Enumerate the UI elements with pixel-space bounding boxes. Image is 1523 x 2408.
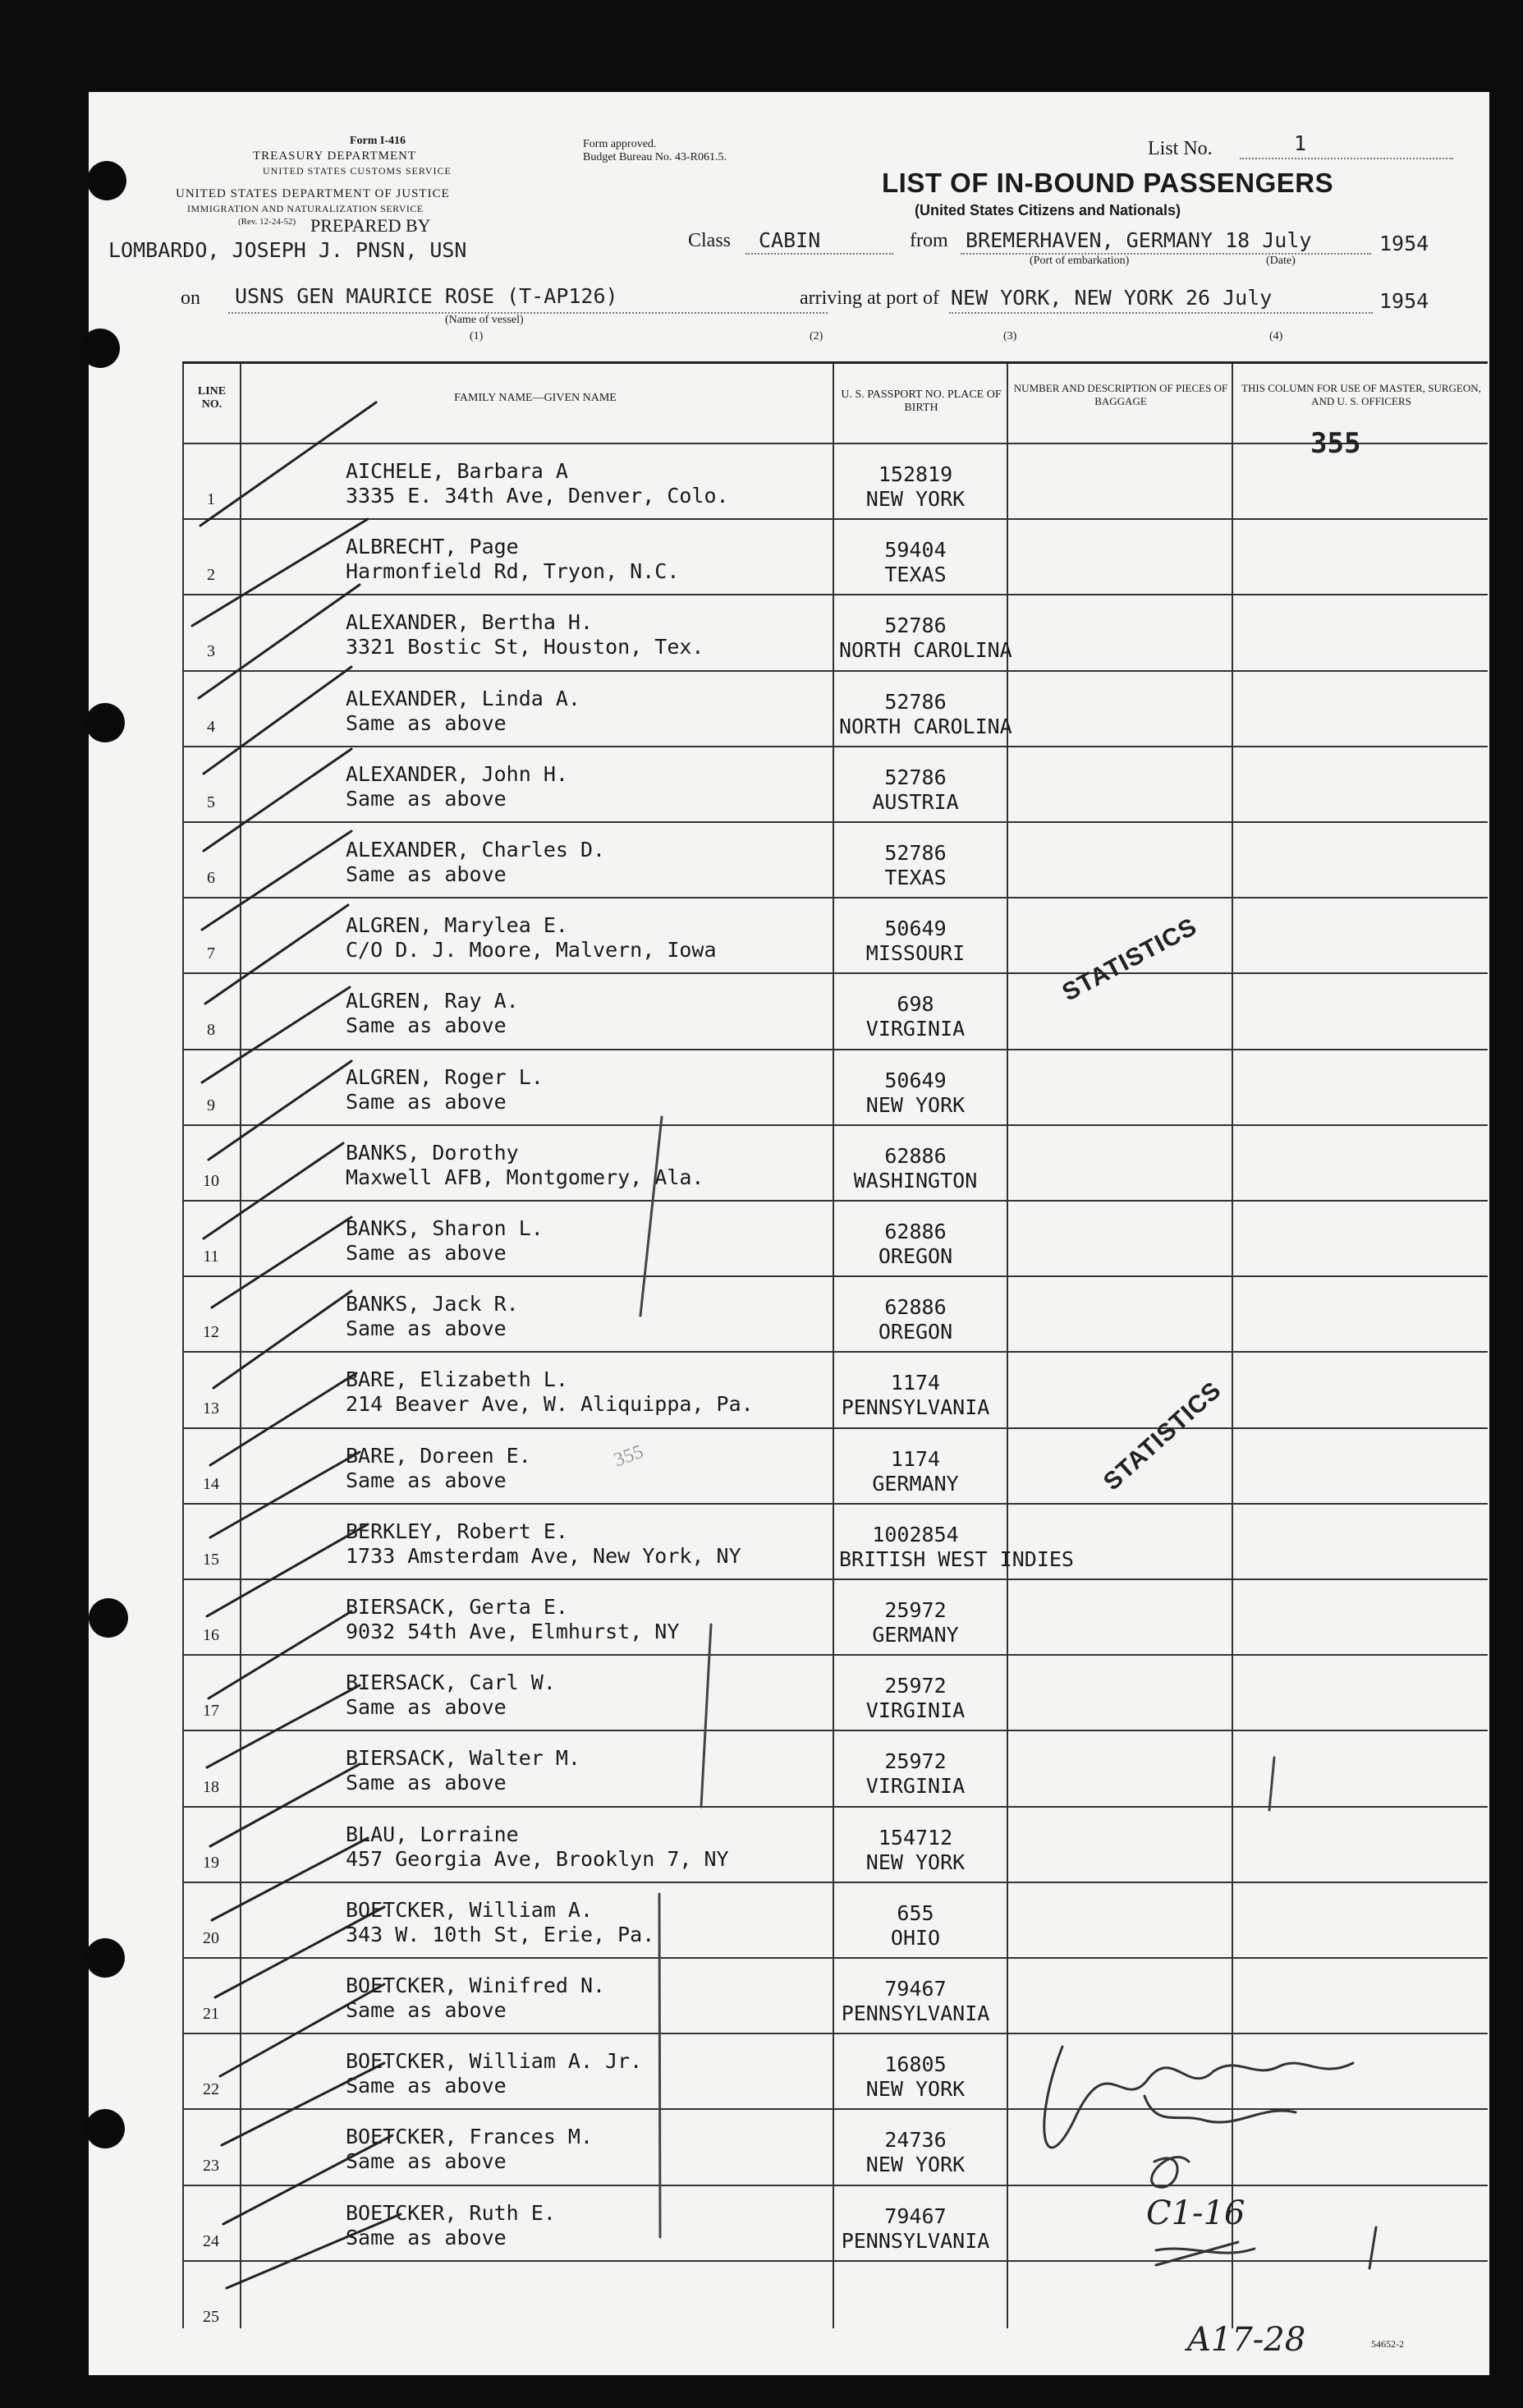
passenger-address: Maxwell AFB, Montgomery, Ala. xyxy=(346,1165,704,1189)
passport-number: 154712 xyxy=(878,1825,953,1850)
passenger-name: BIERSACK, Gerta E. xyxy=(346,1595,568,1619)
passport-number: 1174 xyxy=(890,1446,941,1471)
place-of-birth: AUSTRIA xyxy=(872,789,959,814)
from-label: from xyxy=(910,230,948,251)
binder-hole-4 xyxy=(89,1598,128,1638)
col-caption-2: (2) xyxy=(810,330,823,342)
col-caption-3: (3) xyxy=(1003,330,1017,342)
passenger-name: ALEXANDER, Charles D. xyxy=(346,838,606,862)
class-label: Class xyxy=(688,230,732,251)
binder-hole-2 xyxy=(80,329,120,368)
passenger-address: Same as above xyxy=(346,1468,507,1492)
line-number: 20 xyxy=(203,1928,219,1947)
col-header-officers: THIS COLUMN FOR USE OF MASTER, SURGEON, AND U. S. OFFICERS xyxy=(1241,382,1481,407)
passport-number: 25972 xyxy=(884,1749,947,1774)
on-label: on xyxy=(181,287,200,309)
place-of-birth: NEW YORK xyxy=(865,487,966,511)
line-number: 8 xyxy=(207,1020,215,1039)
passenger-address: 9032 54th Ave, Elmhurst, NY xyxy=(346,1620,680,1643)
list-no-value: 1 xyxy=(1294,131,1307,155)
from-value: BREMERHAVEN, GERMANY 18 July xyxy=(966,228,1312,252)
passenger-name: ALBRECHT, Page xyxy=(346,535,519,559)
binder-hole-5 xyxy=(85,1938,125,1978)
vessel-caption: (Name of vessel) xyxy=(445,314,524,326)
place-of-birth: VIRGINIA xyxy=(865,1698,966,1723)
handwritten-note-c: C1-16 xyxy=(1146,2194,1245,2232)
passenger-name: ALEXANDER, Bertha H. xyxy=(346,610,594,635)
line-number: 9 xyxy=(207,1096,215,1114)
passport-number: 62886 xyxy=(884,1143,947,1168)
place-of-birth: PENNSYLVANIA xyxy=(841,2228,990,2253)
passenger-address: Same as above xyxy=(346,2074,507,2098)
line-number: 2 xyxy=(207,566,215,585)
col-header-name: FAMILY NAME—GIVEN NAME xyxy=(454,392,617,404)
line-number: 3 xyxy=(207,641,215,660)
passenger-address: 3321 Bostic St, Houston, Tex. xyxy=(346,635,704,659)
line-number: 14 xyxy=(203,1474,219,1493)
place-of-birth: VIRGINIA xyxy=(865,1017,966,1041)
passenger-name: ALGREN, Marylea E. xyxy=(346,913,568,938)
place-of-birth: MISSOURI xyxy=(865,941,966,966)
passenger-name: ALEXANDER, John H. xyxy=(346,761,568,786)
passenger-address: Same as above xyxy=(346,786,507,811)
passport-number: 52786 xyxy=(884,841,947,865)
vessel-name: USNS GEN MAURICE ROSE (T-AP126) xyxy=(235,284,618,308)
form-justice: UNITED STATES DEPARTMENT OF JUSTICE xyxy=(176,187,450,200)
passenger-address: 3335 E. 34th Ave, Denver, Colo. xyxy=(346,484,729,508)
line-number: 18 xyxy=(203,1777,219,1796)
passenger-address: Same as above xyxy=(346,1771,507,1795)
passenger-name: AICHELE, Barbara A xyxy=(346,459,568,483)
faint-pencil-note: 355 xyxy=(611,1441,647,1472)
passport-number: 1174 xyxy=(890,1371,941,1395)
passenger-address: Same as above xyxy=(346,710,507,735)
passenger-name: BOETCKER, William A. Jr. xyxy=(346,2049,643,2074)
place-of-birth: TEXAS xyxy=(884,866,947,889)
form-number: Form I-416 xyxy=(350,135,406,147)
place-of-birth: NEW YORK xyxy=(865,2077,966,2102)
passenger-name: ALGREN, Roger L. xyxy=(346,1064,544,1089)
passenger-address: Same as above xyxy=(346,1317,507,1341)
col-caption-1: (1) xyxy=(470,330,484,342)
port-embark-caption: (Port of embarkation) xyxy=(1030,255,1130,267)
form-approved: Form approved. xyxy=(583,138,657,150)
passenger-address: Same as above xyxy=(346,1241,507,1265)
passenger-name: ALEXANDER, Linda A. xyxy=(346,686,580,710)
place-of-birth: PENNSYLVANIA xyxy=(841,1395,990,1420)
form-ins: IMMIGRATION AND NATURALIZATION SERVICE xyxy=(187,203,424,214)
footer-code: 54652-2 xyxy=(1371,2338,1404,2350)
arrival-port: NEW YORK, NEW YORK 26 July xyxy=(951,286,1273,310)
passenger-name: BOETCKER, William A. xyxy=(346,1897,594,1922)
passenger-name: BOETCKER, Ruth E. xyxy=(346,2200,556,2225)
passenger-name: BANKS, Jack R. xyxy=(346,1292,519,1317)
passport-number: 698 xyxy=(897,992,934,1017)
class-value: CABIN xyxy=(759,228,821,252)
arriving-label: arriving at port of xyxy=(800,287,939,309)
budget-bureau: Budget Bureau No. 43-R061.5. xyxy=(583,151,727,163)
page-title: LIST OF IN-BOUND PASSENGERS xyxy=(882,168,1334,198)
place-of-birth: NEW YORK xyxy=(865,1092,966,1117)
place-of-birth: NORTH CAROLINA xyxy=(839,714,1012,738)
passenger-name: BARE, Doreen E. xyxy=(346,1443,531,1468)
place-of-birth: OREGON xyxy=(878,1320,953,1344)
line-number: 6 xyxy=(207,869,215,888)
statistics-stamp-2: STATISTICS xyxy=(1098,1376,1227,1496)
passport-number: 50649 xyxy=(884,1068,947,1092)
line-number: 21 xyxy=(203,2005,219,2024)
passenger-name: BIERSACK, Carl W. xyxy=(346,1670,556,1695)
line-number: 7 xyxy=(207,944,215,963)
place-of-birth: PENNSYLVANIA xyxy=(841,2001,990,2025)
place-of-birth: OHIO xyxy=(890,1925,941,1950)
list-no-label: List No. xyxy=(1148,138,1213,159)
passenger-address: 343 W. 10th St, Erie, Pa. xyxy=(346,1922,655,1946)
place-of-birth: GERMANY xyxy=(872,1471,959,1496)
col-header-baggage: NUMBER AND DESCRIPTION OF PIECES OF BAGGAGE xyxy=(1013,382,1228,407)
line-number: 22 xyxy=(203,2080,219,2099)
passport-number: 62886 xyxy=(884,1295,947,1320)
passenger-address: Same as above xyxy=(346,1695,507,1720)
binder-hole-3 xyxy=(85,703,125,742)
passenger-count: 355 xyxy=(1310,427,1361,460)
place-of-birth: OREGON xyxy=(878,1244,953,1268)
passenger-address: Same as above xyxy=(346,1089,507,1114)
passenger-address: 214 Beaver Ave, W. Aliquippa, Pa. xyxy=(346,1392,754,1417)
passport-number: 52786 xyxy=(884,765,947,789)
passenger-address: 457 Georgia Ave, Brooklyn 7, NY xyxy=(346,1846,729,1871)
line-number: 25 xyxy=(203,2307,219,2326)
place-of-birth: NORTH CAROLINA xyxy=(839,638,1012,663)
line-number: 23 xyxy=(203,2156,219,2175)
handwritten-footer: A17-28 xyxy=(1187,2321,1306,2359)
document-page xyxy=(89,92,1489,2375)
passport-number: 25972 xyxy=(884,1674,947,1698)
passenger-address: Same as above xyxy=(346,2149,507,2174)
place-of-birth: WASHINGTON xyxy=(853,1168,978,1193)
place-of-birth: BRITISH WEST INDIES xyxy=(839,1546,1074,1571)
passenger-address: Harmonfield Rd, Tryon, N.C. xyxy=(346,559,680,584)
passport-number: 62886 xyxy=(884,1220,947,1243)
passenger-name: BANKS, Sharon L. xyxy=(346,1216,544,1240)
passenger-name: BARE, Elizabeth L. xyxy=(346,1367,568,1392)
passport-number: 25972 xyxy=(884,1598,947,1622)
passport-number: 50649 xyxy=(884,917,947,941)
passenger-address: 1733 Amsterdam Ave, New York, NY xyxy=(346,1543,741,1568)
passport-number: 79467 xyxy=(884,1977,947,2001)
place-of-birth: NEW YORK xyxy=(865,1850,966,1874)
date-caption: (Date) xyxy=(1266,255,1296,267)
line-number: 10 xyxy=(203,1171,219,1190)
from-year: 1954 xyxy=(1379,232,1429,255)
binder-hole-6 xyxy=(85,2109,125,2148)
passport-number: 24736 xyxy=(884,2128,947,2153)
line-number: 4 xyxy=(207,717,215,736)
passenger-address: Same as above xyxy=(346,862,507,886)
passenger-address: C/O D. J. Moore, Malvern, Iowa xyxy=(346,938,717,963)
passenger-address: Same as above xyxy=(346,2225,507,2249)
line-number: 12 xyxy=(203,1323,219,1342)
passport-number: 79467 xyxy=(884,2204,947,2228)
form-rev: (Rev. 12-24-52) xyxy=(238,217,296,227)
preparer-name: LOMBARDO, JOSEPH J. PNSN, USN xyxy=(108,238,467,262)
arrival-year: 1954 xyxy=(1379,289,1429,313)
passenger-name: BOETCKER, Frances M. xyxy=(346,2125,594,2149)
binder-hole-1 xyxy=(87,161,126,200)
line-number: 16 xyxy=(203,1626,219,1645)
passport-number: 52786 xyxy=(884,689,947,714)
passport-number: 16805 xyxy=(884,2052,947,2077)
line-number: 5 xyxy=(207,793,215,811)
statistics-stamp-1: STATISTICS xyxy=(1057,912,1202,1007)
passport-number: 1002854 xyxy=(872,1522,959,1546)
col-caption-4: (4) xyxy=(1269,330,1283,342)
form-customs: UNITED STATES CUSTOMS SERVICE xyxy=(263,165,452,177)
passport-number: 59404 xyxy=(884,538,947,563)
passport-number: 52786 xyxy=(884,613,947,638)
prepared-by-label: PREPARED BY xyxy=(310,215,431,236)
passenger-name: ALGREN, Ray A. xyxy=(346,989,519,1013)
passenger-name: BLAU, Lorraine xyxy=(346,1822,519,1846)
passport-number: 152819 xyxy=(878,462,953,486)
place-of-birth: TEXAS xyxy=(884,563,947,587)
line-number: 15 xyxy=(203,1550,219,1569)
passenger-name: BERKLEY, Robert E. xyxy=(346,1519,568,1543)
line-number: 24 xyxy=(203,2231,219,2250)
passenger-address: Same as above xyxy=(346,1998,507,2022)
passenger-address: Same as above xyxy=(346,1013,507,1038)
place-of-birth: VIRGINIA xyxy=(865,1774,966,1799)
line-number: 17 xyxy=(203,1702,219,1721)
col-header-passport: U. S. PASSPORT NO. PLACE OF BIRTH xyxy=(841,388,1002,414)
place-of-birth: NEW YORK xyxy=(865,2153,966,2177)
pencil-check-marks xyxy=(89,92,1489,2375)
place-of-birth: GERMANY xyxy=(872,1623,959,1647)
line-number: 1 xyxy=(207,490,215,509)
line-number: 19 xyxy=(203,1853,219,1872)
form-dept: TREASURY DEPARTMENT xyxy=(253,149,417,163)
line-number: 11 xyxy=(203,1248,219,1266)
line-number: 13 xyxy=(203,1399,219,1418)
passenger-name: BOETCKER, Winifred N. xyxy=(346,1974,606,1997)
page-subtitle: (United States Citizens and Nationals) xyxy=(915,202,1181,218)
passport-number: 655 xyxy=(897,1900,934,1925)
col-header-line: LINE NO. xyxy=(197,385,227,411)
passenger-name: BIERSACK, Walter M. xyxy=(346,1746,580,1771)
passenger-name: BANKS, Dorothy xyxy=(346,1140,519,1165)
